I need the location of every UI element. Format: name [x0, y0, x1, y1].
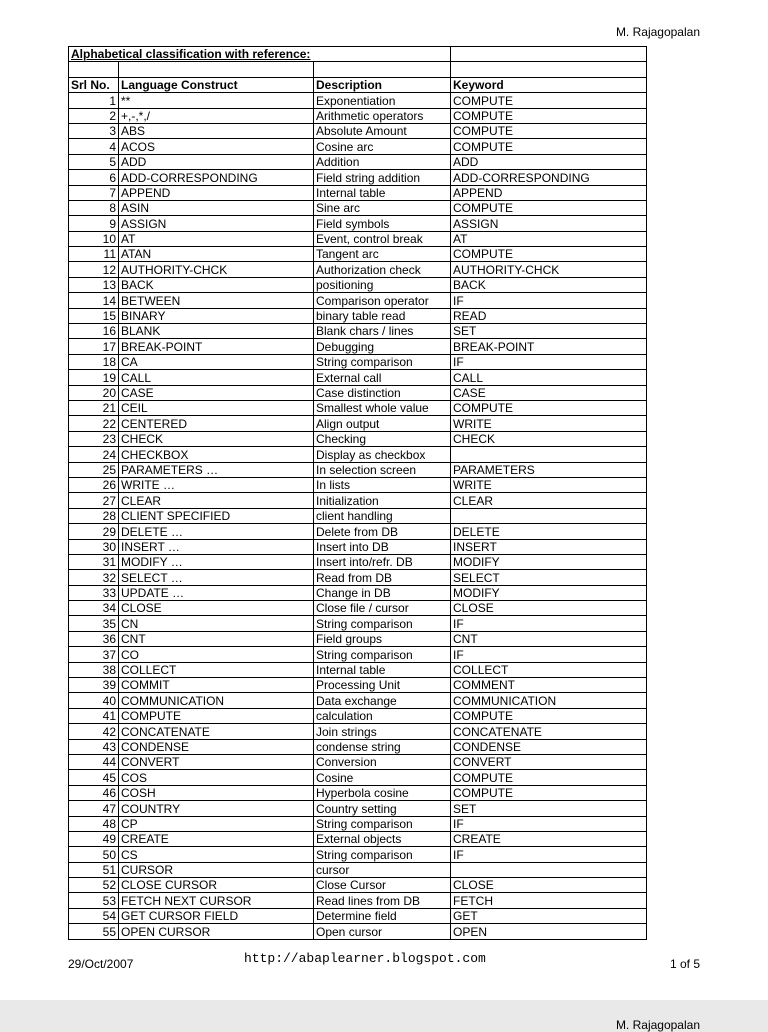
row-description: Insert into/refr. DB	[314, 554, 451, 569]
row-construct: CONCATENATE	[119, 724, 314, 739]
row-description: Data exchange	[314, 693, 451, 708]
row-description: Comparison operator	[314, 293, 451, 308]
row-description: String comparison	[314, 616, 451, 631]
row-srl-no: 13	[69, 277, 119, 292]
col-header-srl: Srl No.	[69, 77, 119, 92]
row-srl-no: 1	[69, 93, 119, 108]
row-srl-no: 48	[69, 816, 119, 831]
row-srl-no: 25	[69, 462, 119, 477]
row-keyword: COMPUTE	[451, 770, 647, 785]
row-construct: COMMUNICATION	[119, 693, 314, 708]
row-construct: BETWEEN	[119, 293, 314, 308]
row-keyword: COMPUTE	[451, 247, 647, 262]
row-srl-no: 53	[69, 893, 119, 908]
row-keyword: IF	[451, 847, 647, 862]
row-construct: CS	[119, 847, 314, 862]
table-row	[69, 647, 647, 662]
row-srl-no: 51	[69, 862, 119, 877]
row-keyword: CALL	[451, 370, 647, 385]
row-keyword: CHECK	[451, 431, 647, 446]
row-description: Internal table	[314, 185, 451, 200]
row-srl-no: 45	[69, 770, 119, 785]
row-description: Delete from DB	[314, 524, 451, 539]
table-row	[69, 770, 647, 785]
row-srl-no: 36	[69, 631, 119, 646]
table-row	[69, 616, 647, 631]
table-row	[69, 262, 647, 277]
row-srl-no: 24	[69, 447, 119, 462]
row-description: client handling	[314, 508, 451, 523]
row-keyword: COMPUTE	[451, 785, 647, 800]
row-keyword	[451, 862, 647, 877]
row-description: cursor	[314, 862, 451, 877]
row-srl-no: 35	[69, 616, 119, 631]
table-row	[69, 570, 647, 585]
row-keyword: AT	[451, 231, 647, 246]
row-construct: AT	[119, 231, 314, 246]
table-row	[69, 231, 647, 246]
table-row	[69, 539, 647, 554]
row-description: Case distinction	[314, 385, 451, 400]
row-construct: CP	[119, 816, 314, 831]
row-description: Read from DB	[314, 570, 451, 585]
row-keyword: DELETE	[451, 524, 647, 539]
row-construct: ASSIGN	[119, 216, 314, 231]
row-construct: CO	[119, 647, 314, 662]
row-description: positioning	[314, 277, 451, 292]
row-keyword: SET	[451, 801, 647, 816]
header-row	[69, 77, 647, 92]
table-row	[69, 400, 647, 415]
row-srl-no: 4	[69, 139, 119, 154]
row-description: Field string addition	[314, 170, 451, 185]
row-keyword: AUTHORITY-CHCK	[451, 262, 647, 277]
table-row	[69, 354, 647, 369]
row-construct: GET CURSOR FIELD	[119, 908, 314, 923]
row-keyword: ADD	[451, 154, 647, 169]
row-keyword: SELECT	[451, 570, 647, 585]
row-construct: CHECKBOX	[119, 447, 314, 462]
row-srl-no: 2	[69, 108, 119, 123]
row-srl-no: 20	[69, 385, 119, 400]
row-keyword: ASSIGN	[451, 216, 647, 231]
row-description: Processing Unit	[314, 678, 451, 693]
row-description: Arithmetic operators	[314, 108, 451, 123]
row-keyword: COMMUNICATION	[451, 693, 647, 708]
row-srl-no: 6	[69, 170, 119, 185]
table-row	[69, 493, 647, 508]
table-row	[69, 185, 647, 200]
row-construct: UPDATE …	[119, 585, 314, 600]
col-header-description: Description	[314, 77, 451, 92]
row-description: Cosine arc	[314, 139, 451, 154]
table-row	[69, 170, 647, 185]
row-srl-no: 40	[69, 693, 119, 708]
table-row	[69, 447, 647, 462]
row-construct: ADD-CORRESPONDING	[119, 170, 314, 185]
row-keyword: BREAK-POINT	[451, 339, 647, 354]
row-construct: CLOSE CURSOR	[119, 878, 314, 893]
row-description: Sine arc	[314, 200, 451, 215]
row-description: Tangent arc	[314, 247, 451, 262]
row-construct: ASIN	[119, 200, 314, 215]
row-srl-no: 52	[69, 878, 119, 893]
row-keyword: IF	[451, 354, 647, 369]
row-description: String comparison	[314, 647, 451, 662]
row-construct: BREAK-POINT	[119, 339, 314, 354]
row-keyword: IF	[451, 647, 647, 662]
row-description: Insert into DB	[314, 539, 451, 554]
row-srl-no: 33	[69, 585, 119, 600]
table-title: Alphabetical classification with reference:	[69, 47, 451, 62]
row-keyword: CLOSE	[451, 878, 647, 893]
row-description: Initialization	[314, 493, 451, 508]
row-construct: ADD	[119, 154, 314, 169]
row-keyword: CONCATENATE	[451, 724, 647, 739]
row-description: External objects	[314, 831, 451, 846]
table-row	[69, 908, 647, 923]
row-keyword: COMPUTE	[451, 123, 647, 138]
row-keyword: FETCH	[451, 893, 647, 908]
row-construct: CLEAR	[119, 493, 314, 508]
row-description: Align output	[314, 416, 451, 431]
row-description: binary table read	[314, 308, 451, 323]
spacer-row	[69, 62, 647, 77]
table-row	[69, 324, 647, 339]
row-srl-no: 11	[69, 247, 119, 262]
table-row	[69, 831, 647, 846]
table-row	[69, 339, 647, 354]
row-keyword: CNT	[451, 631, 647, 646]
table-row	[69, 924, 647, 939]
col-header-keyword: Keyword	[451, 77, 647, 92]
row-keyword: COMPUTE	[451, 93, 647, 108]
table-row	[69, 293, 647, 308]
row-construct: COS	[119, 770, 314, 785]
row-construct: COMPUTE	[119, 708, 314, 723]
row-srl-no: 29	[69, 524, 119, 539]
table-row	[69, 277, 647, 292]
row-description: Display as checkbox	[314, 447, 451, 462]
table-row	[69, 724, 647, 739]
row-keyword: COMPUTE	[451, 139, 647, 154]
table-row	[69, 308, 647, 323]
table-row	[69, 708, 647, 723]
table-row	[69, 601, 647, 616]
row-srl-no: 14	[69, 293, 119, 308]
row-description: Field symbols	[314, 216, 451, 231]
row-description: Close file / cursor	[314, 601, 451, 616]
row-description: calculation	[314, 708, 451, 723]
row-description: Field groups	[314, 631, 451, 646]
row-srl-no: 50	[69, 847, 119, 862]
table-row	[69, 108, 647, 123]
row-keyword: SET	[451, 324, 647, 339]
row-construct: **	[119, 93, 314, 108]
row-description: Absolute Amount	[314, 123, 451, 138]
row-construct: MODIFY …	[119, 554, 314, 569]
row-construct: CURSOR	[119, 862, 314, 877]
table-row	[69, 508, 647, 523]
next-page-author: M. Rajagopalan	[615, 1018, 700, 1032]
row-keyword: CONDENSE	[451, 739, 647, 754]
table-row	[69, 862, 647, 877]
table-row	[69, 693, 647, 708]
row-srl-no: 54	[69, 908, 119, 923]
row-construct: SELECT …	[119, 570, 314, 585]
row-keyword: CASE	[451, 385, 647, 400]
row-srl-no: 28	[69, 508, 119, 523]
row-srl-no: 41	[69, 708, 119, 723]
row-srl-no: 15	[69, 308, 119, 323]
row-srl-no: 18	[69, 354, 119, 369]
row-description: String comparison	[314, 354, 451, 369]
table-row	[69, 154, 647, 169]
row-description: In selection screen	[314, 462, 451, 477]
row-description: Blank chars / lines	[314, 324, 451, 339]
row-srl-no: 19	[69, 370, 119, 385]
table-row	[69, 554, 647, 569]
row-description: Open cursor	[314, 924, 451, 939]
row-keyword: CREATE	[451, 831, 647, 846]
row-srl-no: 7	[69, 185, 119, 200]
row-description: Debugging	[314, 339, 451, 354]
row-construct: COLLECT	[119, 662, 314, 677]
table-row	[69, 385, 647, 400]
row-srl-no: 12	[69, 262, 119, 277]
row-keyword: OPEN	[451, 924, 647, 939]
row-description: Conversion	[314, 754, 451, 769]
col-header-construct: Language Construct	[119, 77, 314, 92]
row-srl-no: 38	[69, 662, 119, 677]
row-srl-no: 8	[69, 200, 119, 215]
row-srl-no: 30	[69, 539, 119, 554]
row-construct: CREATE	[119, 831, 314, 846]
keyword-table	[68, 46, 647, 940]
table-row	[69, 662, 647, 677]
table-row	[69, 416, 647, 431]
row-srl-no: 37	[69, 647, 119, 662]
row-keyword: IF	[451, 616, 647, 631]
row-srl-no: 55	[69, 924, 119, 939]
row-description: Cosine	[314, 770, 451, 785]
table-row	[69, 462, 647, 477]
row-srl-no: 47	[69, 801, 119, 816]
row-srl-no: 3	[69, 123, 119, 138]
row-construct: CONVERT	[119, 754, 314, 769]
table-row	[69, 139, 647, 154]
footer-url[interactable]: http://abaplearner.blogspot.com	[244, 951, 486, 966]
row-description: String comparison	[314, 847, 451, 862]
row-keyword: ADD-CORRESPONDING	[451, 170, 647, 185]
table-row	[69, 216, 647, 231]
row-srl-no: 39	[69, 678, 119, 693]
row-description: Change in DB	[314, 585, 451, 600]
row-srl-no: 32	[69, 570, 119, 585]
row-construct: CN	[119, 616, 314, 631]
row-keyword: IF	[451, 816, 647, 831]
row-keyword: BACK	[451, 277, 647, 292]
row-description: Addition	[314, 154, 451, 169]
row-construct: DELETE …	[119, 524, 314, 539]
row-construct: BACK	[119, 277, 314, 292]
row-description: Event, control break	[314, 231, 451, 246]
row-construct: COSH	[119, 785, 314, 800]
row-srl-no: 5	[69, 154, 119, 169]
row-srl-no: 9	[69, 216, 119, 231]
row-keyword: MODIFY	[451, 554, 647, 569]
row-srl-no: 27	[69, 493, 119, 508]
row-srl-no: 34	[69, 601, 119, 616]
row-construct: BLANK	[119, 324, 314, 339]
row-keyword: CLOSE	[451, 601, 647, 616]
row-description: Authorization check	[314, 262, 451, 277]
row-srl-no: 46	[69, 785, 119, 800]
row-construct: CENTERED	[119, 416, 314, 431]
row-keyword	[451, 508, 647, 523]
row-keyword: COMMENT	[451, 678, 647, 693]
table-row	[69, 585, 647, 600]
table-row	[69, 847, 647, 862]
row-srl-no: 16	[69, 324, 119, 339]
row-description: Read lines from DB	[314, 893, 451, 908]
row-keyword: COMPUTE	[451, 200, 647, 215]
row-keyword: WRITE	[451, 477, 647, 492]
header-author: M. Rajagopalan	[615, 25, 700, 39]
row-construct: +,-,*,/	[119, 108, 314, 123]
row-construct: COUNTRY	[119, 801, 314, 816]
row-keyword: COMPUTE	[451, 400, 647, 415]
row-description: Hyperbola cosine	[314, 785, 451, 800]
row-construct: CA	[119, 354, 314, 369]
row-construct: FETCH NEXT CURSOR	[119, 893, 314, 908]
row-construct: CHECK	[119, 431, 314, 446]
table-row	[69, 816, 647, 831]
row-keyword: IF	[451, 293, 647, 308]
row-keyword: GET	[451, 908, 647, 923]
table-row	[69, 524, 647, 539]
row-construct: CLOSE	[119, 601, 314, 616]
row-construct: APPEND	[119, 185, 314, 200]
row-description: Determine field	[314, 908, 451, 923]
table-row	[69, 801, 647, 816]
table-row	[69, 123, 647, 138]
row-construct: CONDENSE	[119, 739, 314, 754]
table-row	[69, 477, 647, 492]
row-description: Join strings	[314, 724, 451, 739]
row-keyword: MODIFY	[451, 585, 647, 600]
row-description: External call	[314, 370, 451, 385]
row-description: Checking	[314, 431, 451, 446]
table-row	[69, 754, 647, 769]
row-construct: CLIENT SPECIFIED	[119, 508, 314, 523]
row-srl-no: 31	[69, 554, 119, 569]
row-construct: ACOS	[119, 139, 314, 154]
table-row	[69, 200, 647, 215]
row-keyword: CLEAR	[451, 493, 647, 508]
row-keyword: COMPUTE	[451, 108, 647, 123]
row-srl-no: 43	[69, 739, 119, 754]
row-srl-no: 23	[69, 431, 119, 446]
row-description: Internal table	[314, 662, 451, 677]
row-description: condense string	[314, 739, 451, 754]
row-keyword: INSERT	[451, 539, 647, 554]
table-row	[69, 878, 647, 893]
row-construct: ABS	[119, 123, 314, 138]
row-srl-no: 17	[69, 339, 119, 354]
row-srl-no: 21	[69, 400, 119, 415]
row-construct: CALL	[119, 370, 314, 385]
footer-date: 29/Oct/2007	[68, 957, 134, 971]
row-keyword: CONVERT	[451, 754, 647, 769]
row-keyword: WRITE	[451, 416, 647, 431]
row-construct: INSERT …	[119, 539, 314, 554]
row-keyword	[451, 447, 647, 462]
table-row	[69, 370, 647, 385]
row-srl-no: 10	[69, 231, 119, 246]
table-row	[69, 739, 647, 754]
row-description: Exponentiation	[314, 93, 451, 108]
row-description: In lists	[314, 477, 451, 492]
table-row	[69, 431, 647, 446]
row-construct: CEIL	[119, 400, 314, 415]
row-keyword: APPEND	[451, 185, 647, 200]
row-description: String comparison	[314, 816, 451, 831]
table-row	[69, 247, 647, 262]
row-srl-no: 22	[69, 416, 119, 431]
row-construct: CNT	[119, 631, 314, 646]
footer-page-number: 1 of 5	[669, 957, 700, 971]
row-description: Country setting	[314, 801, 451, 816]
table-row	[69, 678, 647, 693]
row-description: Close Cursor	[314, 878, 451, 893]
row-construct: WRITE …	[119, 477, 314, 492]
row-construct: PARAMETERS …	[119, 462, 314, 477]
row-srl-no: 44	[69, 754, 119, 769]
table-title-row	[69, 47, 647, 62]
row-construct: ATAN	[119, 247, 314, 262]
row-construct: CASE	[119, 385, 314, 400]
row-construct: AUTHORITY-CHCK	[119, 262, 314, 277]
row-construct: COMMIT	[119, 678, 314, 693]
row-srl-no: 42	[69, 724, 119, 739]
row-srl-no: 49	[69, 831, 119, 846]
table-row	[69, 893, 647, 908]
row-keyword: PARAMETERS	[451, 462, 647, 477]
row-srl-no: 26	[69, 477, 119, 492]
row-keyword: READ	[451, 308, 647, 323]
table-row	[69, 631, 647, 646]
row-keyword: COLLECT	[451, 662, 647, 677]
table-row	[69, 93, 647, 108]
table-row	[69, 785, 647, 800]
row-keyword: COMPUTE	[451, 708, 647, 723]
row-construct: BINARY	[119, 308, 314, 323]
row-construct: OPEN CURSOR	[119, 924, 314, 939]
row-description: Smallest whole value	[314, 400, 451, 415]
